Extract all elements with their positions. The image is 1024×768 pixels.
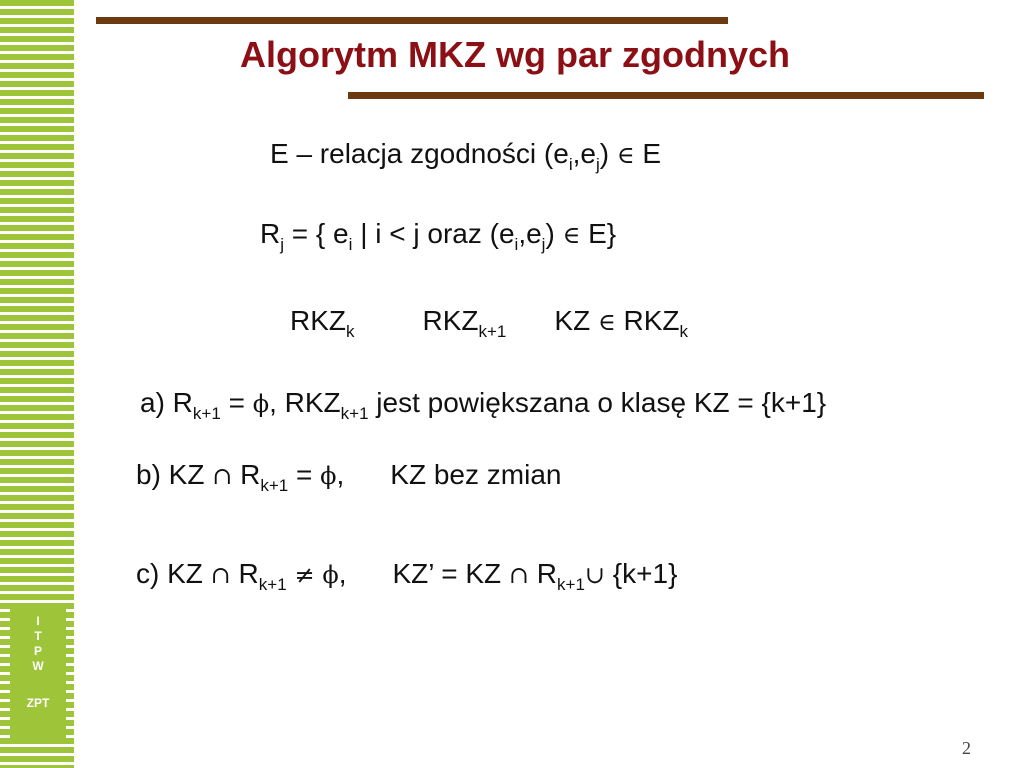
text: E [634,138,662,169]
term-kz-in-rkz [554,305,688,341]
term-rkz-k [290,305,355,341]
subscript: i [514,235,519,254]
text: jest powiększana o klasę KZ = {k+1} [368,387,827,418]
badge-letter: I [36,614,40,628]
not-equal-symbol: ≠ [294,561,315,589]
text: = { e [284,218,349,249]
case-c [136,558,678,594]
subscript: k [679,322,688,341]
text: ,e [572,138,596,169]
definition-e [270,138,662,174]
empty-set-symbol: ϕ [320,462,337,490]
case-c-result [392,558,678,594]
text: R [260,218,281,249]
text: , [338,558,347,589]
intersection-symbol: ∩ [508,561,530,589]
badge-letter: W [32,659,44,673]
case-a [140,387,827,423]
subscript: j [595,155,600,174]
intersection-symbol: ∩ [210,561,231,589]
text: ) [545,218,563,249]
text: ,e [518,218,542,249]
text: R [230,558,259,589]
empty-set-symbol: ϕ [252,390,270,418]
text: c) KZ [136,558,211,589]
subscript: k+1 [192,404,221,423]
badge-letter: T [34,629,42,643]
subscript: k+1 [557,575,585,594]
text: a) R [140,387,193,418]
text: , [336,459,345,490]
subscript: i [348,235,353,254]
case-b-result: KZ bez zmian [390,459,562,490]
subscript: j [280,235,285,254]
text: KZ’ = KZ [392,558,509,589]
badge-footer: ZPT [26,696,50,710]
definition-rj [260,218,617,254]
text: {k+1} [605,558,678,589]
subscript: k [346,322,355,341]
rkz-terms [290,305,688,341]
text: | i < j oraz (e [352,218,515,249]
union-symbol: ∪ [584,561,606,589]
text: E} [580,218,617,249]
case-c-condition [136,558,347,594]
text: RKZ [615,305,680,336]
element-of-symbol: ∈ [597,308,616,336]
text: = [288,459,321,490]
text: KZ [554,305,598,336]
element-of-symbol: ∈ [562,221,581,249]
element-of-symbol: ∈ [616,141,635,169]
page-number: 2 [962,738,971,758]
subscript: k+1 [260,476,289,495]
text: R [232,459,261,490]
subscript: i [568,155,573,174]
subscript: k+1 [478,322,507,341]
subscript: j [541,235,546,254]
subscript: k+1 [340,404,369,423]
term-rkz-k1 [422,305,507,341]
itpw-badge [10,604,66,740]
title-underline-rule [348,92,984,99]
text: , RKZ [269,387,341,418]
text: E – relacja zgodności (e [270,138,569,169]
text: ) [599,138,617,169]
text: RKZ [422,305,479,336]
top-rule [96,17,728,24]
text: R [529,558,558,589]
badge-letters [32,614,43,674]
case-b [136,459,562,495]
case-b-condition [136,459,345,495]
slide-title: Algorytm MKZ wg par zgodnych [240,34,791,75]
intersection-symbol: ∩ [212,462,233,490]
empty-set-symbol: ϕ [322,561,339,589]
text: = [220,387,253,418]
text: RKZ [290,305,346,336]
badge-letter: P [33,644,42,658]
text: b) KZ [136,459,213,490]
subscript: k+1 [258,575,287,594]
